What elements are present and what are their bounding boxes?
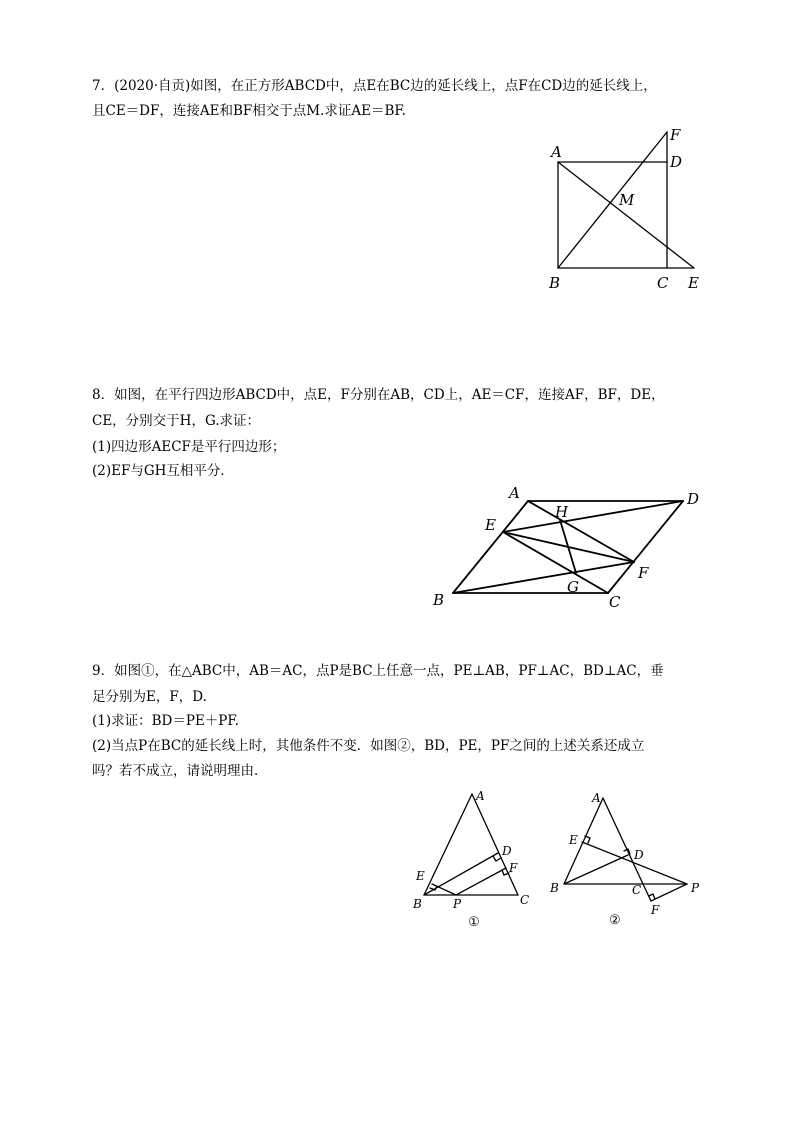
figure-1-caption: ① <box>468 915 480 930</box>
label-e: E <box>485 516 496 534</box>
label-a: A <box>551 143 562 161</box>
q9-figure-1 <box>405 780 545 930</box>
segment-bd <box>564 855 628 884</box>
q9-line-1: 9．如图①，在△ABC中，AB＝AC，点P是BC上任意一点，PE⊥AB，PF⊥AC，BD⊥AC，垂 <box>92 663 664 679</box>
q9-figure-2 <box>545 780 715 930</box>
segment-ce <box>503 532 608 593</box>
q9-line-2: 足分别为E，F，D. <box>92 689 207 705</box>
label-c: C <box>520 893 530 907</box>
segment-de <box>503 501 683 532</box>
label-f: F <box>638 564 649 582</box>
label-a: A <box>592 791 601 805</box>
q8-figure <box>428 480 718 615</box>
label-d: D <box>634 848 644 862</box>
q8-line-2: CE，分别交于H，G.求证： <box>92 413 261 429</box>
label-e: E <box>416 869 425 883</box>
label-b: B <box>433 591 445 609</box>
q8-line-1: 8．如图，在平行四边形ABCD中，点E，F分别在AB，CD上，AE＝CF，连接AF，BF，DE， <box>92 387 665 403</box>
label-a: A <box>476 789 485 803</box>
label-m: M <box>619 191 635 209</box>
segment-ae <box>558 162 694 268</box>
label-b: B <box>550 881 559 895</box>
segment-cf <box>643 884 651 901</box>
segment-bf <box>558 132 667 268</box>
label-f: F <box>670 126 681 144</box>
figure-2-caption: ② <box>609 913 621 928</box>
right-angle-d <box>493 856 501 861</box>
segment-af <box>528 501 634 562</box>
right-angle-e <box>430 886 437 890</box>
q9-line-4: (2)当点P在BC的延长线上时，其他条件不变．如图②，BD，PE，PF之间的上述关系还成立 <box>92 738 645 754</box>
label-c: C <box>657 274 669 292</box>
segment-bf <box>453 562 634 593</box>
q9-line-5: 吗？若不成立，请说明理由． <box>92 763 268 779</box>
q7-line-2: 且CE＝DF，连接AE和BF相交于点M.求证AE＝BF. <box>92 103 406 119</box>
q8-line-3: (1)四边形AECF是平行四边形； <box>92 439 286 455</box>
label-b: B <box>549 274 561 292</box>
label-e: E <box>688 274 699 292</box>
label-d: D <box>687 490 700 508</box>
label-e: E <box>569 833 578 847</box>
label-f: F <box>651 903 660 917</box>
right-angle-d <box>624 849 630 854</box>
q8-line-4: (2)EF与GH互相平分． <box>92 463 234 479</box>
label-p: P <box>453 897 462 911</box>
label-a: A <box>509 484 520 502</box>
label-c: C <box>632 883 642 897</box>
q7-figure <box>540 122 720 302</box>
square-abcd <box>558 162 667 268</box>
label-f: F <box>509 861 518 875</box>
label-h: H <box>555 503 569 521</box>
label-d: D <box>502 844 512 858</box>
label-b: B <box>413 897 422 911</box>
label-p: P <box>691 881 700 895</box>
q9-line-3: (1)求证：BD＝PE＋PF. <box>92 713 239 729</box>
q7-line-1: 7．(2020·自贡)如图，在正方形ABCD中，点E在BC边的延长线上，点F在CD边的延长线上， <box>92 78 657 94</box>
label-d: D <box>670 153 683 171</box>
segment-pf <box>651 884 687 901</box>
label-c: C <box>609 593 621 611</box>
label-g: G <box>567 578 579 596</box>
